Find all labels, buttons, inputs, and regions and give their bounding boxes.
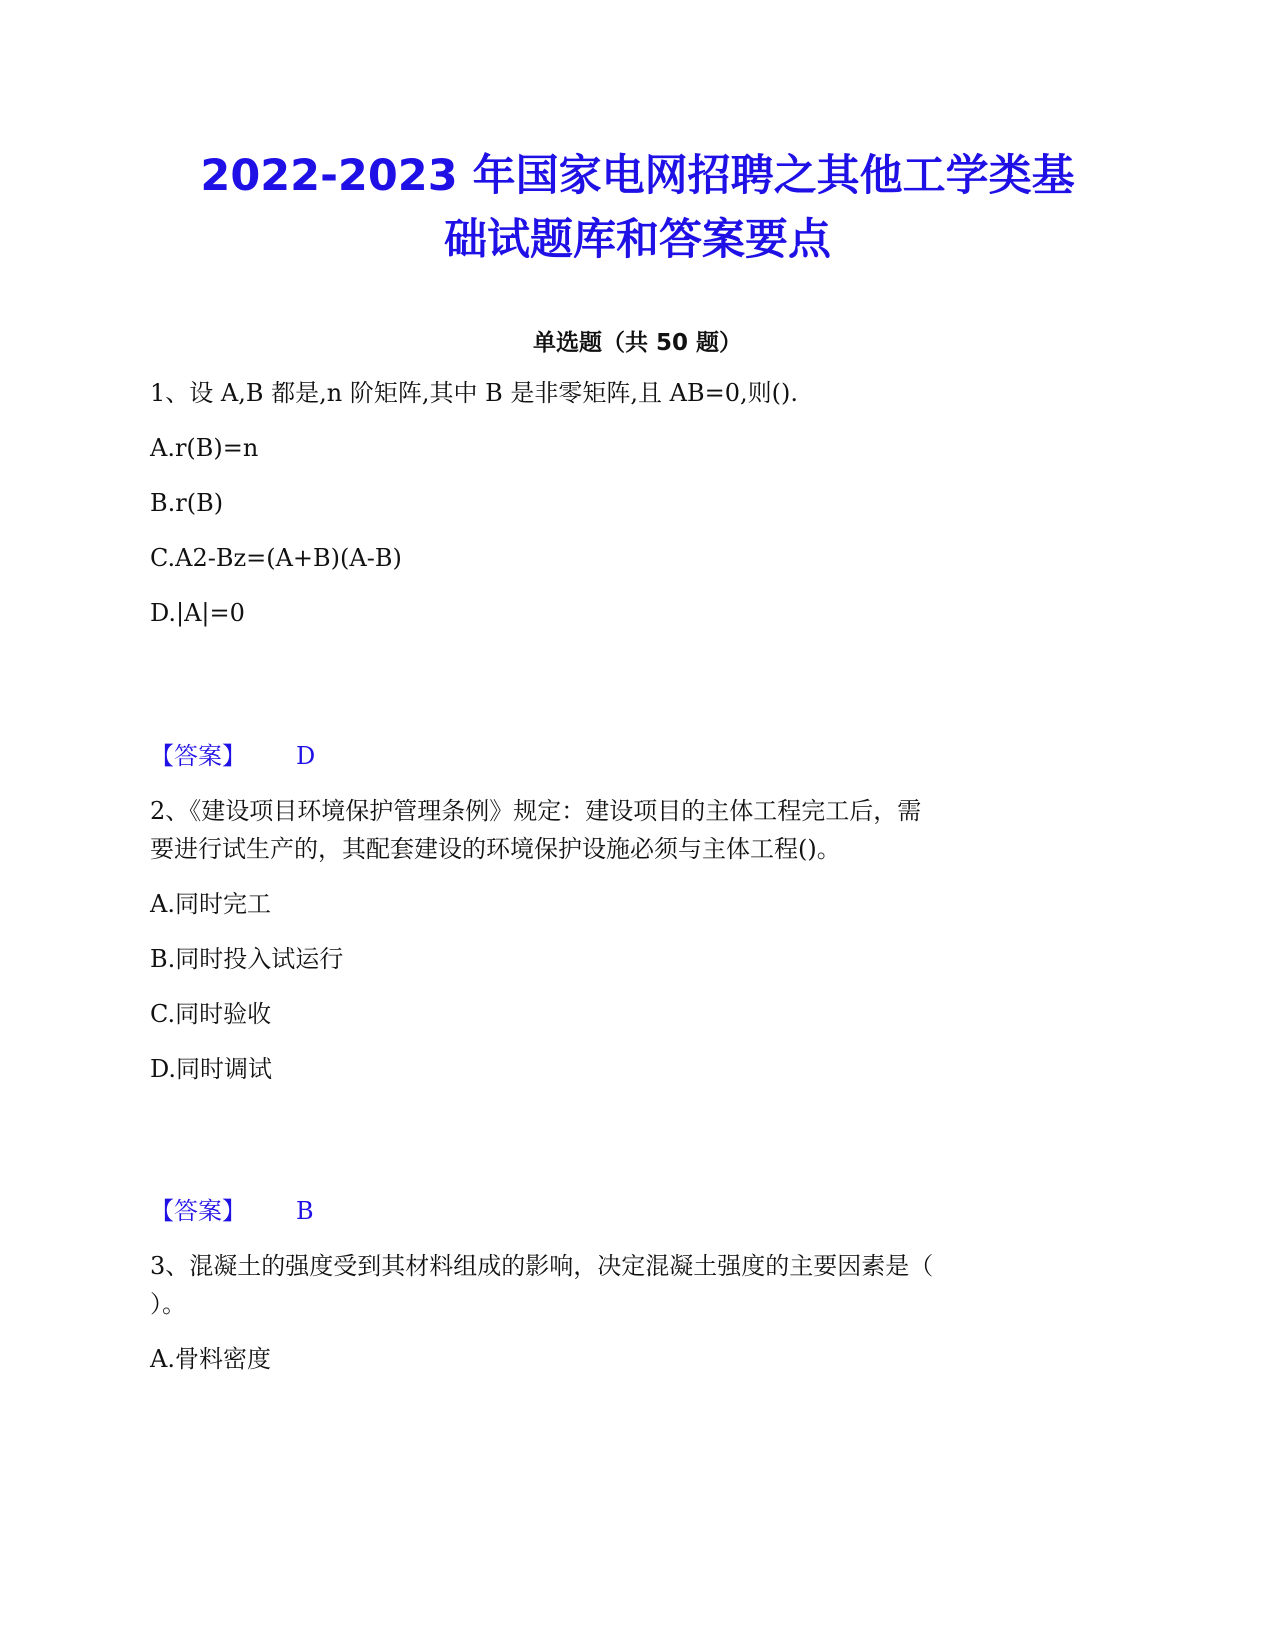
question-1-option-c: C.A2-Bz=(A+B)(A-B): [150, 544, 402, 572]
answer-label: 【答案】: [150, 1197, 246, 1225]
question-2-option-c: C.同时验收: [150, 1000, 272, 1028]
question-1-option-b: B.r(B): [150, 489, 224, 517]
document-title-line-1: 2022-2023 年国家电网招聘之其他工学类基: [200, 151, 1075, 201]
question-2-stem-line-2: 要进行试生产的，其配套建设的环境保护设施必须与主体工程()。: [150, 835, 841, 863]
question-3-stem-line-1: 3、混凝土的强度受到其材料组成的影响，决定混凝土强度的主要因素是（: [150, 1252, 934, 1280]
question-3-stem-line-2: ）。: [150, 1290, 186, 1318]
answer-label: 【答案】: [150, 742, 246, 770]
section-heading: 单选题（共 50 题）: [532, 330, 743, 356]
question-2-option-d: D.同时调试: [150, 1055, 273, 1083]
document-title-line-2: 础试题库和答案要点: [444, 215, 831, 265]
answer-value: B: [296, 1197, 314, 1225]
question-1-option-d: D.|A|=0: [150, 599, 245, 627]
question-1-option-a: A.r(B)=n: [150, 434, 259, 462]
question-1-answer: [150, 741, 315, 771]
question-2-option-b: B.同时投入试运行: [150, 945, 344, 973]
question-2-option-a: A.同时完工: [150, 890, 271, 918]
question-2-answer: [150, 1196, 314, 1226]
question-1-stem: 1、设 A,B 都是,n 阶矩阵,其中 B 是非零矩阵,且 AB=0,则().: [150, 379, 798, 407]
answer-value: D: [296, 742, 316, 770]
question-3-option-a: A.骨料密度: [150, 1345, 271, 1373]
question-2-stem-line-1: 2、《建设项目环境保护管理条例》规定：建设项目的主体工程完工后，需: [150, 797, 922, 825]
